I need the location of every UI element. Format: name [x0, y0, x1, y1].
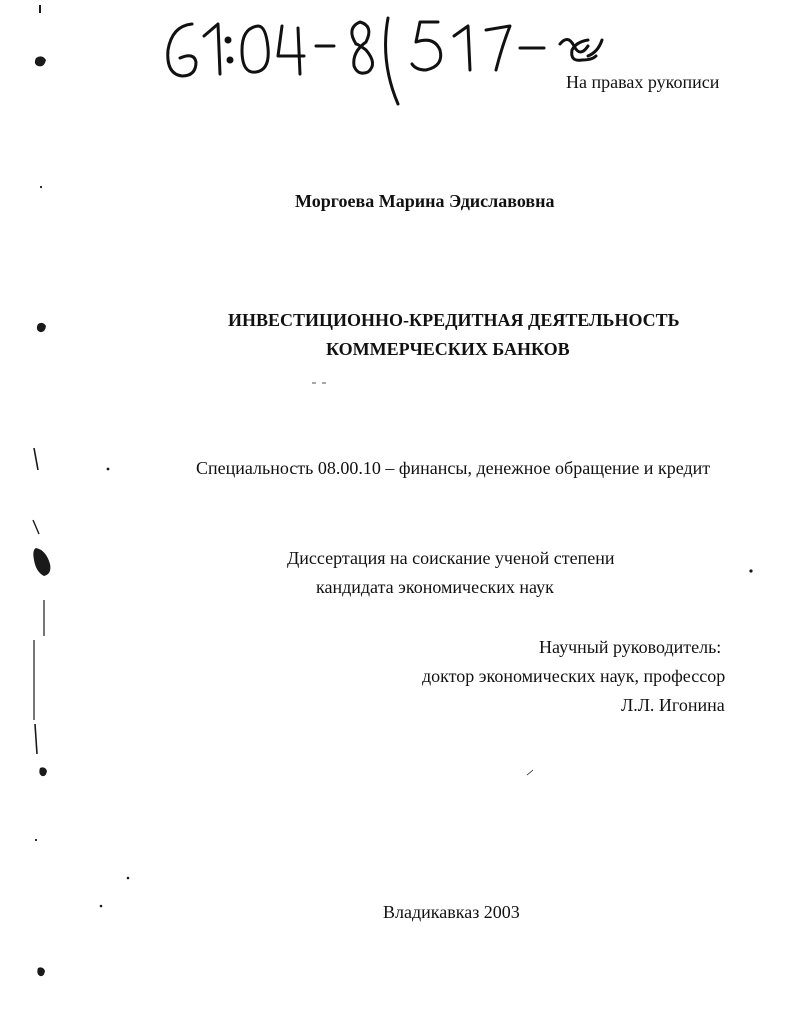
scan-speck: [39, 5, 41, 13]
scan-blot: [37, 323, 46, 332]
scan-speck: [40, 186, 42, 188]
scan-line: [34, 448, 38, 470]
scan-blot: [39, 767, 47, 776]
scan-speck: [100, 905, 103, 908]
author-name: Моргоева Марина Эдиславовна: [295, 191, 555, 211]
supervisor-name: Л.Л. Игонина: [621, 695, 725, 715]
thesis-title-line-2: КОММЕРЧЕСКИХ БАНКОВ: [326, 339, 570, 359]
thesis-title-line-1: ИНВЕСТИЦИОННО-КРЕДИТНАЯ ДЕЯТЕЛЬНОСТЬ: [228, 310, 680, 330]
rights-note: На правах рукописи: [566, 72, 720, 92]
scan-line: [35, 724, 37, 754]
scan-speck: [127, 877, 130, 880]
scan-speck: [749, 569, 752, 572]
specialty: Специальность 08.00.10 – финансы, денежное обращение и кредит: [196, 458, 711, 478]
scan-line: [33, 520, 39, 534]
scan-blot: [33, 548, 50, 576]
scan-blot: [35, 56, 46, 66]
dissertation-line-2: кандидата экономических наук: [316, 577, 554, 597]
scan-speck: [35, 839, 37, 841]
scan-line: [527, 770, 533, 775]
scan-blot: [37, 967, 45, 976]
scan-speck: [107, 468, 110, 471]
supervisor-label: Научный руководитель:: [539, 637, 722, 657]
place-year: Владикавказ 2003: [383, 902, 520, 922]
supervisor-degree: доктор экономических наук, профессор: [422, 666, 726, 686]
dissertation-line-1: Диссертация на соискание ученой степени: [287, 548, 615, 568]
